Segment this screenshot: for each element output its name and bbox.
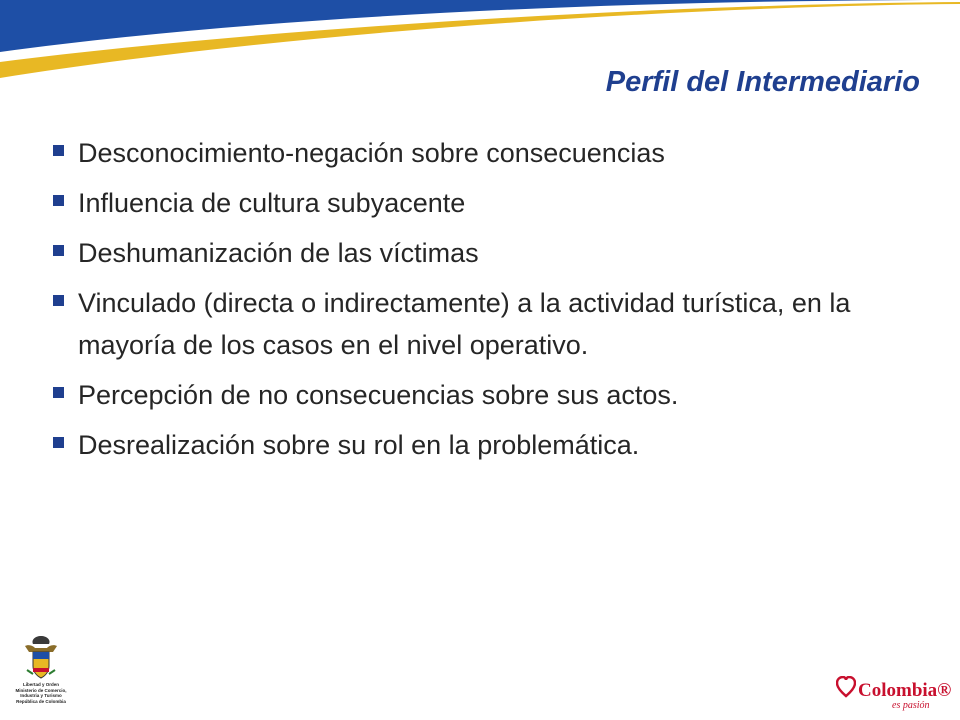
slide-title: Perfil del Intermediario bbox=[605, 66, 920, 98]
brand-name: Colombia® bbox=[858, 680, 952, 701]
bullet-item bbox=[50, 282, 880, 366]
bullet-square-icon bbox=[53, 437, 64, 448]
ministry-name-line2: Industria y Turismo bbox=[20, 693, 62, 698]
bullet-text: Vinculado (directa o indirectamente) a la actividad turística, en la mayoría de los casos en el nivel operativo. bbox=[78, 288, 851, 360]
bullet-item bbox=[50, 424, 880, 466]
bullet-text: Desrealización sobre su rol en la problemática. bbox=[78, 430, 640, 460]
bullet-text: Deshumanización de las víctimas bbox=[78, 238, 479, 268]
bullet-square-icon bbox=[53, 387, 64, 398]
ministry-motto: Libertad y Orden bbox=[22, 682, 59, 687]
ministry-logo bbox=[8, 634, 74, 704]
colombia-brand-logo bbox=[836, 670, 952, 712]
bullet-list bbox=[50, 132, 880, 474]
bullet-square-icon bbox=[53, 295, 64, 306]
coat-of-arms-icon bbox=[21, 634, 61, 682]
ministry-name-line1: Ministerio de Comercio, bbox=[15, 687, 67, 693]
bullet-square-icon bbox=[53, 195, 64, 206]
bullet-item bbox=[50, 232, 880, 274]
ministry-name-line3: República de Colombia bbox=[16, 698, 66, 704]
bullet-text: Influencia de cultura subyacente bbox=[78, 188, 466, 218]
bullet-item bbox=[50, 374, 880, 416]
bullet-item bbox=[50, 182, 880, 224]
bullet-square-icon bbox=[53, 245, 64, 256]
brand-tagline: es pasión bbox=[892, 700, 930, 711]
bullet-item bbox=[50, 132, 880, 174]
bullet-text: Desconocimiento-negación sobre consecuencias bbox=[78, 138, 665, 168]
bullet-text: Percepción de no consecuencias sobre sus actos. bbox=[78, 380, 679, 410]
heart-icon bbox=[836, 676, 856, 698]
bullet-square-icon bbox=[53, 145, 64, 156]
